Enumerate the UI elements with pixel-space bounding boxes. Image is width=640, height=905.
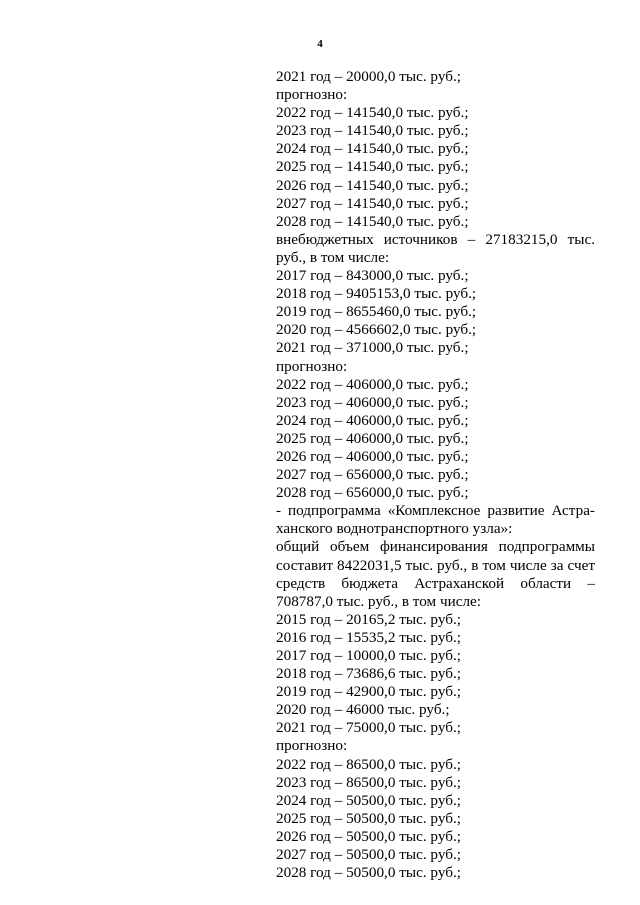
text-line: 2024 год – 406000,0 тыс. руб.; bbox=[276, 411, 469, 429]
text-line: 2023 год – 406000,0 тыс. руб.; bbox=[276, 393, 469, 411]
text-line: 2028 год – 141540,0 тыс. руб.; bbox=[276, 212, 469, 230]
text-line: 2019 год – 42900,0 тыс. руб.; bbox=[276, 683, 461, 701]
text-line: 2026 год – 141540,0 тыс. руб.; bbox=[276, 176, 469, 194]
text-line: 2028 год – 656000,0 тыс. руб.; bbox=[276, 484, 469, 502]
text-line: общий объем финансирования подпрограммы bbox=[276, 538, 595, 556]
text-line: внебюджетных источников – 27183215,0 тыс. bbox=[276, 230, 595, 248]
text-line: ханского воднотранспортного узла»: bbox=[276, 520, 513, 538]
text-line: 2020 год – 46000 тыс. руб.; bbox=[276, 701, 450, 719]
text-line: прогнозно: bbox=[276, 737, 348, 755]
text-line: средств бюджета Астраханской области – bbox=[276, 574, 595, 592]
text-line: 2017 год – 10000,0 тыс. руб.; bbox=[276, 647, 461, 664]
text-line: прогнозно: bbox=[276, 357, 348, 375]
text-line: 2021 год – 75000,0 тыс. руб.; bbox=[276, 719, 461, 737]
text-line: 2022 год – 406000,0 тыс. руб.; bbox=[276, 375, 469, 393]
text-line: 2021 год – 371000,0 тыс. руб.; bbox=[276, 339, 469, 357]
text-line: 2022 год – 86500,0 тыс. руб.; bbox=[276, 755, 461, 773]
text-line: 2028 год – 50500,0 тыс. руб.; bbox=[276, 864, 461, 882]
text-line: 2024 год – 141540,0 тыс. руб.; bbox=[276, 140, 469, 158]
text-line: 2018 год – 73686,6 тыс. руб.; bbox=[276, 665, 461, 683]
text-line: 2026 год – 50500,0 тыс. руб.; bbox=[276, 827, 461, 845]
text-line: 2025 год – 141540,0 тыс. руб.; bbox=[276, 158, 469, 176]
text-line: 2027 год – 50500,0 тыс. руб.; bbox=[276, 846, 461, 864]
text-line: 2021 год – 20000,0 тыс. руб.; bbox=[276, 68, 461, 85]
text-line: 2019 год – 8655460,0 тыс. руб.; bbox=[276, 303, 477, 321]
text-line: 2025 год – 406000,0 тыс. руб.; bbox=[276, 429, 469, 447]
text-line: 2025 год – 50500,0 тыс. руб.; bbox=[276, 809, 461, 827]
text-line: 2018 год – 9405153,0 тыс. руб.; bbox=[276, 285, 477, 303]
text-line: 2026 год – 406000,0 тыс. руб.; bbox=[276, 447, 469, 465]
text-line: прогнозно: bbox=[276, 86, 348, 104]
text-line: 2017 год – 843000,0 тыс. руб.; bbox=[276, 267, 469, 285]
text-line: 2024 год – 50500,0 тыс. руб.; bbox=[276, 791, 461, 809]
text-line: 2023 год – 141540,0 тыс. руб.; bbox=[276, 122, 469, 140]
text-line: 2015 год – 20165,2 тыс. руб.; bbox=[276, 610, 461, 628]
text-line: 2027 год – 141540,0 тыс. руб.; bbox=[276, 194, 469, 212]
text-line: 2020 год – 4566602,0 тыс. руб.; bbox=[276, 321, 477, 339]
text-line: 2023 год – 86500,0 тыс. руб.; bbox=[276, 773, 461, 791]
text-line: руб., в том числе: bbox=[276, 248, 390, 266]
text-line: 2022 год – 141540,0 тыс. руб.; bbox=[276, 104, 469, 122]
text-line: 2016 год – 15535,2 тыс. руб.; bbox=[276, 628, 461, 646]
document-body bbox=[276, 68, 595, 882]
text-line: составит 8422031,5 тыс. руб., в том числе за счет bbox=[276, 556, 595, 574]
text-line: 708787,0 тыс. руб., в том числе: bbox=[276, 592, 481, 610]
text-line: 2027 год – 656000,0 тыс. руб.; bbox=[276, 466, 469, 484]
page-number: 4 bbox=[317, 38, 323, 50]
text-line: - подпрограмма «Комплексное развитие Астра- bbox=[276, 502, 595, 520]
